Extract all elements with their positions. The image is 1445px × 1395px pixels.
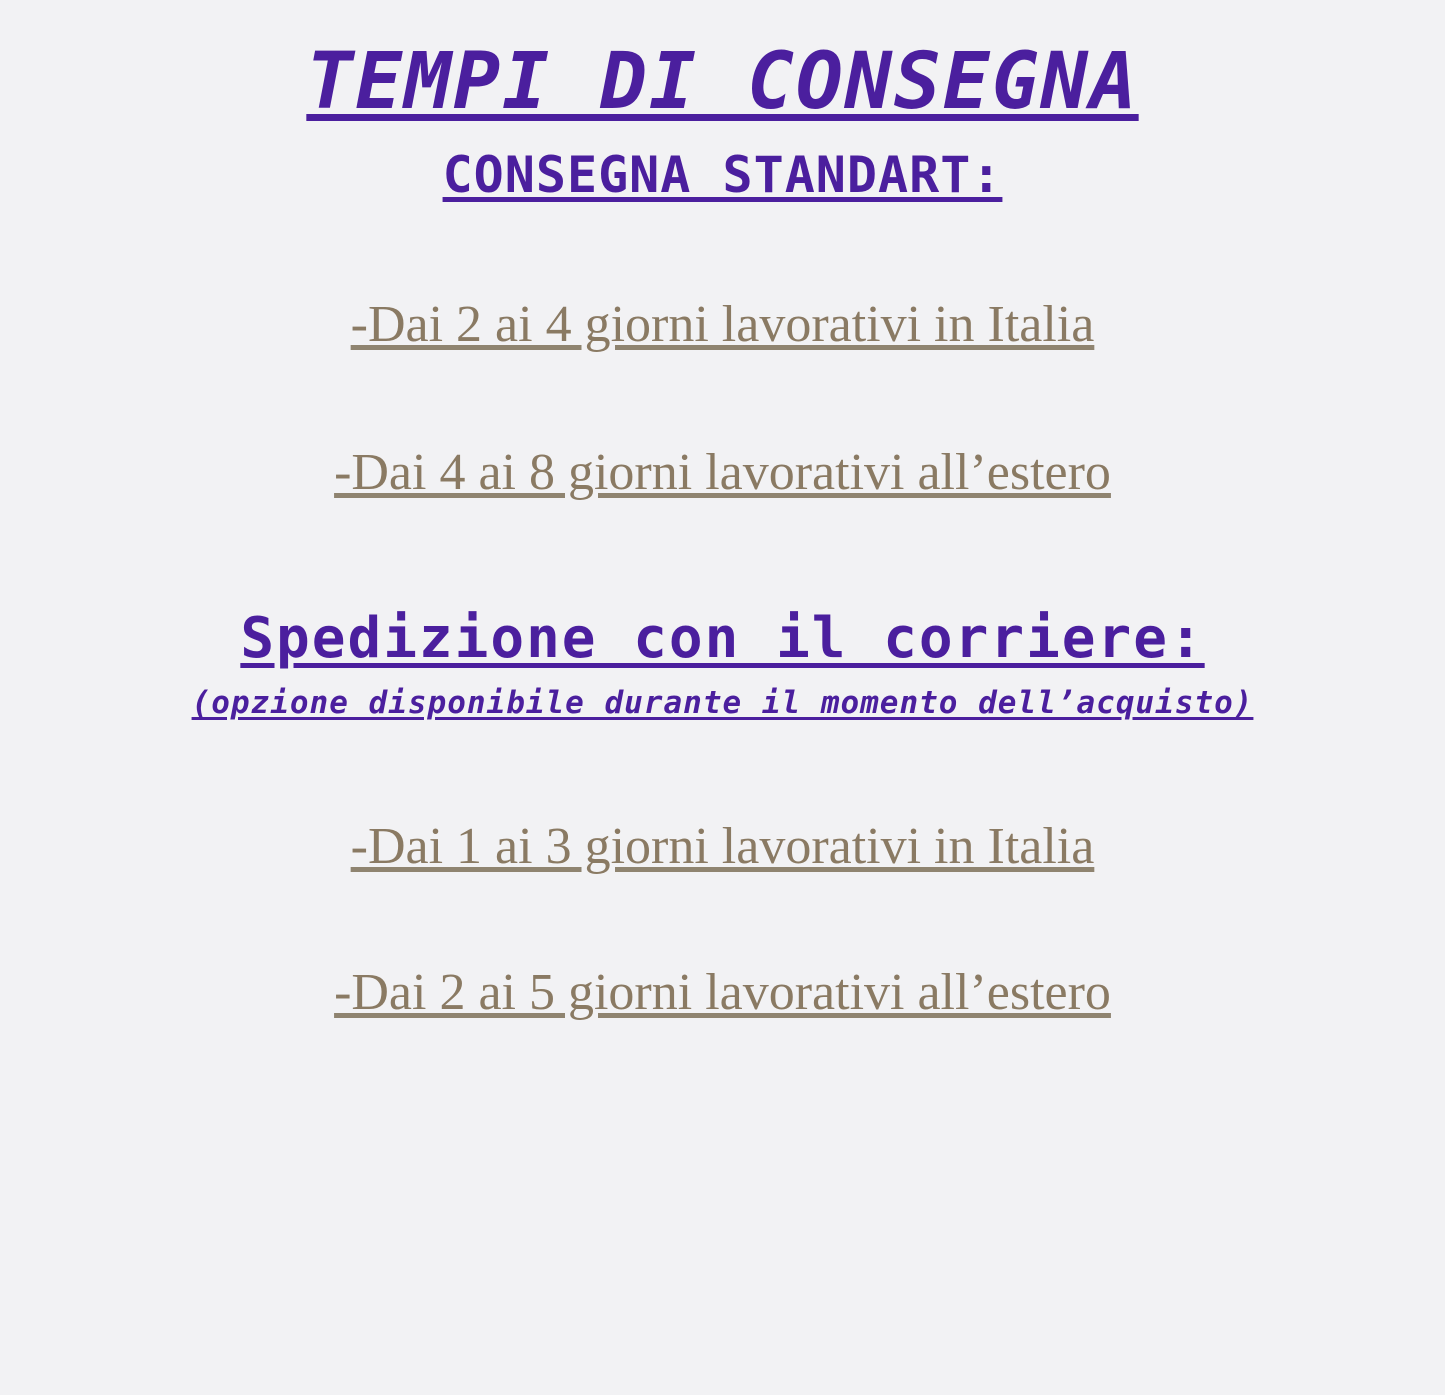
page-title: TEMPI DI CONSEGNA — [306, 37, 1139, 127]
standard-delivery-heading: CONSEGNA STANDART: — [442, 145, 1003, 204]
courier-delivery-note: (opzione disponibile durante il momento dell’acquisto) — [191, 685, 1254, 722]
courier-delivery-heading: Spedizione con il corriere: — [240, 606, 1205, 672]
courier-delivery-item-italy: -Dai 1 ai 3 giorni lavorativi in Italia — [350, 818, 1095, 876]
standard-delivery-item-italy: -Dai 2 ai 4 giorni lavorativi in Italia — [350, 295, 1095, 353]
courier-delivery-item-abroad: -Dai 2 ai 5 giorni lavorativi all’estero — [334, 963, 1111, 1021]
standard-delivery-item-abroad: -Dai 4 ai 8 giorni lavorativi all’estero — [334, 443, 1111, 501]
